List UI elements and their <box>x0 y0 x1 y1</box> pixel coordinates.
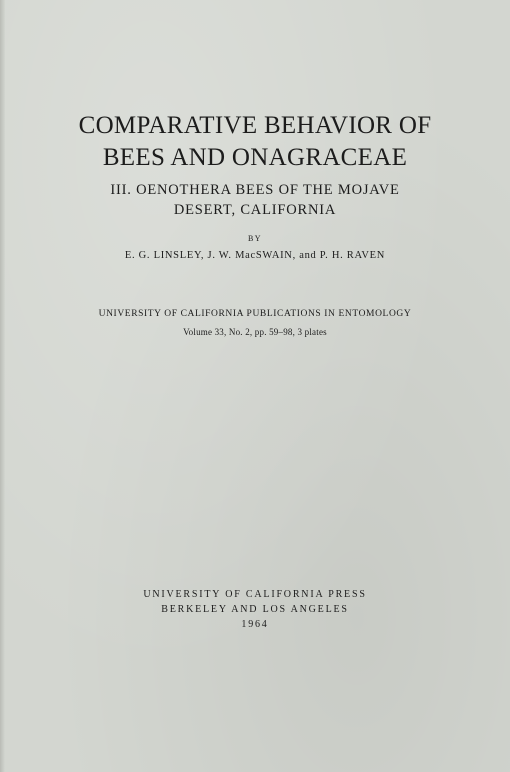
publisher-location: BERKELEY AND LOS ANGELES <box>161 604 349 615</box>
publisher-name: UNIVERSITY OF CALIFORNIA PRESS <box>143 589 367 600</box>
cover-subtitle <box>0 180 510 220</box>
volume-info: Volume 33, No. 2, pp. 59–98, 3 plates <box>183 327 327 337</box>
title-line-2: BEES AND ONAGRACEAE <box>102 144 408 171</box>
subtitle-line-2: DESERT, CALIFORNIA <box>173 202 337 218</box>
title-line-1: COMPARATIVE BEHAVIOR OF <box>78 112 432 139</box>
authors: E. G. LINSLEY, J. W. MacSWAIN, and P. H. RAVEN <box>124 250 386 261</box>
cover-title <box>0 110 510 174</box>
subtitle-line-1: III. OENOTHERA BEES OF THE MOJAVE <box>110 182 400 198</box>
by-label: BY <box>247 234 263 243</box>
publisher-block <box>0 587 510 632</box>
series-title: UNIVERSITY OF CALIFORNIA PUBLICATIONS IN ENTOMOLOGY <box>98 309 412 319</box>
publication-year: 1964 <box>241 619 269 630</box>
